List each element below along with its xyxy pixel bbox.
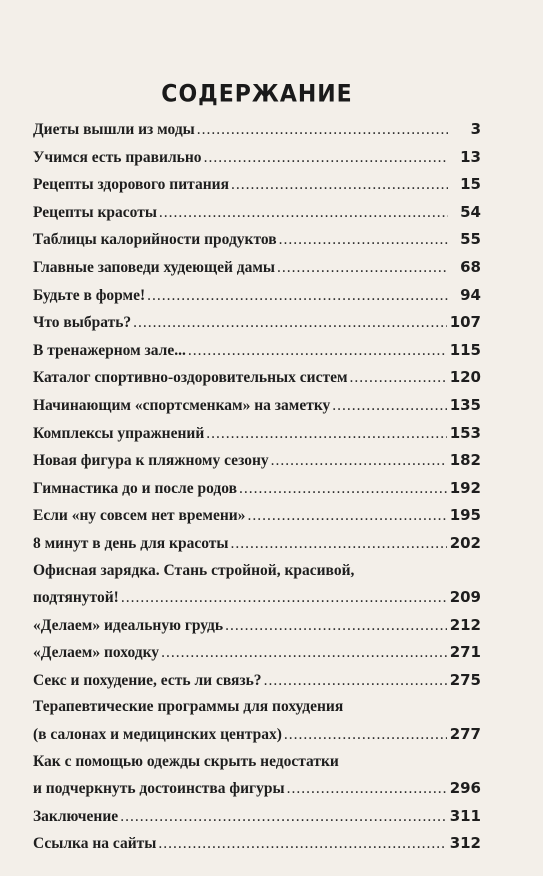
toc-entry <box>33 667 481 695</box>
toc-page-number: 212 <box>449 615 481 634</box>
toc-entry-title-line: Офисная зарядка. Стань стройной, красивой, <box>33 561 355 579</box>
toc-entry-title: Начинающим «спортсменкам» на заметку <box>33 396 331 414</box>
toc-entry-title: «Делаем» идеальную грудь <box>33 616 224 634</box>
toc-entry-row <box>33 639 481 667</box>
toc-page-number: 107 <box>449 313 481 332</box>
toc-entry-title: 8 минут в день для красоты <box>33 534 229 552</box>
toc-entry-row <box>33 226 481 254</box>
toc-entry <box>33 447 481 475</box>
toc-entry <box>33 116 481 144</box>
toc-entry <box>33 420 481 448</box>
toc-entry <box>33 530 481 558</box>
toc-entry <box>33 558 481 612</box>
dot-leader <box>159 200 448 227</box>
toc-entry-row <box>33 667 481 695</box>
toc-entry <box>33 392 481 420</box>
toc-entry-title: Новая фигура к пляжному сезону <box>33 452 269 470</box>
dot-leader <box>120 804 447 831</box>
toc-entry <box>33 144 481 172</box>
toc-entry-row <box>33 502 481 530</box>
toc-entry-title: Комплексы упражнений <box>33 424 205 442</box>
toc-entry-title: Главные заповеди худеющей дамы <box>33 258 275 276</box>
toc-entry-row <box>33 584 481 612</box>
toc-entry-title: Диеты вышли из моды <box>33 121 195 138</box>
dot-leader <box>271 448 447 475</box>
toc-entry-row <box>33 721 481 749</box>
toc-page-number: 192 <box>449 478 481 497</box>
toc-entry-row <box>33 199 481 227</box>
toc-entry-row <box>33 116 481 144</box>
toc-entry <box>33 475 481 503</box>
toc-entry <box>33 502 481 530</box>
page-title: СОДЕРЖАНИЕ <box>161 80 353 108</box>
toc-page-number: 275 <box>449 670 481 689</box>
toc-entry <box>33 639 481 667</box>
toc-entry-title: Рецепты здорового питания <box>33 176 229 194</box>
toc-entry <box>33 364 481 392</box>
toc-entry <box>33 830 481 858</box>
toc-entry-title-line: Как с помощью одежды скрыть недостатки <box>33 752 339 770</box>
toc-entry-title: «Делаем» походку <box>33 644 160 662</box>
toc-entry <box>33 226 481 254</box>
dot-leader <box>147 283 448 310</box>
toc-entry-row <box>33 530 481 558</box>
toc-entry-title: В тренажерном зале... <box>33 341 186 359</box>
dot-leader <box>332 393 446 420</box>
toc-entry-title: Что выбрать? <box>33 314 132 332</box>
toc-page-number: 182 <box>449 451 481 470</box>
toc-entry-row <box>33 830 481 858</box>
dot-leader <box>247 503 446 530</box>
toc-entry <box>33 199 481 227</box>
dot-leader <box>231 531 447 558</box>
toc-page-number: 311 <box>449 806 481 825</box>
dot-leader <box>204 145 448 172</box>
toc-page-number: 296 <box>449 779 481 798</box>
toc-entry <box>33 694 481 748</box>
toc-entry-title: Секс и похудение, есть ли связь? <box>33 671 262 689</box>
toc-entry <box>33 337 481 365</box>
toc-entry-title: Рецепты красоты <box>33 203 157 221</box>
toc-entry-title: Каталог спортивно-оздоровительных систем <box>33 369 348 387</box>
toc-page-number: 135 <box>449 395 481 414</box>
dot-leader <box>284 722 447 749</box>
toc-entry <box>33 282 481 310</box>
dot-leader <box>197 117 448 144</box>
toc-entry-row <box>33 447 481 475</box>
toc-entry-row <box>33 775 481 803</box>
toc-entry-row <box>33 612 481 640</box>
toc-entry-title: Гимнастика до и после родов <box>33 479 237 497</box>
toc-entry-title: (в салонах и медицинских центрах) <box>33 726 282 744</box>
toc-page-number: 68 <box>460 257 481 276</box>
dot-leader <box>133 310 447 337</box>
toc-page-number: 209 <box>449 588 481 607</box>
toc-entry-title: Если «ну совсем нет времени» <box>33 507 246 525</box>
dot-leader <box>350 365 447 392</box>
toc-entry <box>33 171 481 199</box>
dot-leader <box>239 476 447 503</box>
toc-entry <box>33 612 481 640</box>
toc-entry <box>33 803 481 831</box>
toc-page-number: 120 <box>449 368 481 387</box>
toc-entry-title: и подчеркнуть достоинства фигуры <box>33 780 285 798</box>
toc-entry-row <box>33 392 481 420</box>
toc-entry-title: Заключение <box>33 807 119 825</box>
toc-entry-row <box>33 282 481 310</box>
toc-page-number: 153 <box>449 423 481 442</box>
dot-leader <box>279 227 448 254</box>
toc-entry-row <box>33 171 481 199</box>
toc-page-number: 54 <box>460 202 481 221</box>
toc-page-number: 94 <box>460 285 481 304</box>
dot-leader <box>231 172 448 199</box>
toc-entry-row <box>33 144 481 172</box>
toc-entry-row <box>33 337 481 365</box>
toc-page-number: 271 <box>449 643 481 662</box>
toc-entry-row <box>33 309 481 337</box>
toc-entry-row <box>33 364 481 392</box>
toc-entry <box>33 749 481 803</box>
toc-page-number: 115 <box>449 340 481 359</box>
dot-leader <box>277 255 448 282</box>
toc-entry-title-line: Терапевтические программы для похудения <box>33 698 344 716</box>
toc-entry-title: Таблицы калорийности продуктов <box>33 231 277 249</box>
toc-page-number: 3 <box>470 120 481 138</box>
dot-leader <box>158 831 446 858</box>
toc-entry-title: Учимся есть правильно <box>33 148 202 166</box>
dot-leader <box>121 585 447 612</box>
table-of-contents <box>33 116 481 858</box>
toc-entry-title: подтянутой! <box>33 589 119 607</box>
toc-page-number: 277 <box>449 725 481 744</box>
dot-leader <box>206 421 446 448</box>
toc-entry-title: Будьте в форме! <box>33 286 146 304</box>
toc-entry-title: Ссылка на сайты <box>33 835 157 853</box>
toc-entry <box>33 254 481 282</box>
dot-leader <box>287 776 447 803</box>
dot-leader <box>264 668 447 695</box>
toc-page-number: 15 <box>460 175 481 194</box>
toc-page-number: 13 <box>460 147 481 166</box>
toc-page-number: 202 <box>449 533 481 552</box>
toc-entry <box>33 309 481 337</box>
toc-page-number: 55 <box>460 230 481 249</box>
toc-entry-row <box>33 803 481 831</box>
dot-leader <box>225 613 447 640</box>
toc-page-number: 312 <box>449 834 481 853</box>
dot-leader <box>161 640 447 667</box>
toc-entry-row <box>33 420 481 448</box>
toc-entry-row <box>33 254 481 282</box>
dot-leader <box>188 338 447 365</box>
toc-page-number: 195 <box>449 506 481 525</box>
toc-entry-row <box>33 475 481 503</box>
